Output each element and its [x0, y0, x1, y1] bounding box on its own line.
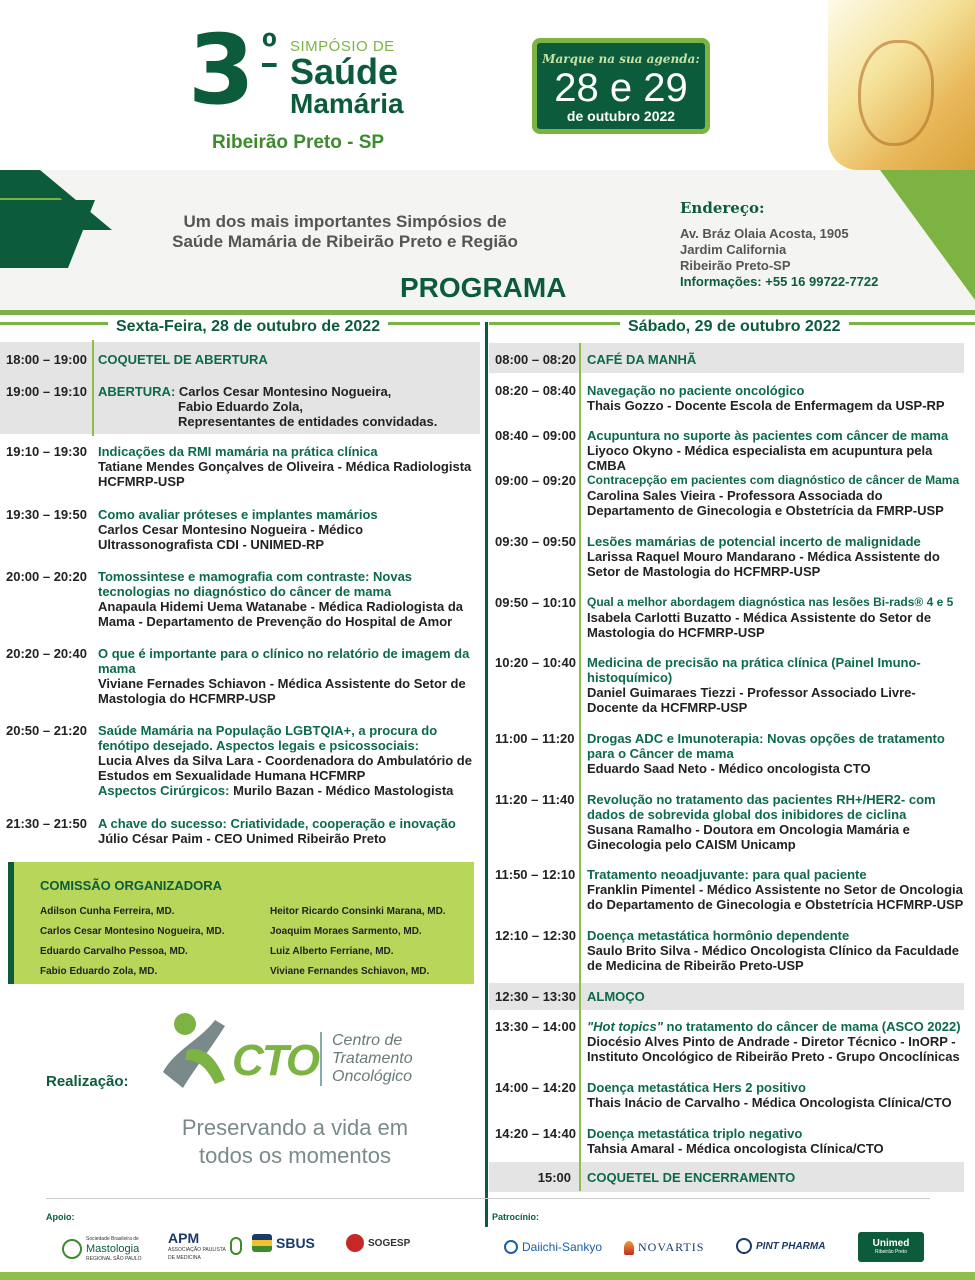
slot-time: 20:50 – 21:20: [6, 723, 87, 738]
cto-tagline: [160, 1114, 430, 1170]
slot-speaker: Eduardo Saad Neto - Médico oncologista CTO: [587, 761, 871, 776]
address-line-2: Jardim California: [680, 242, 787, 257]
schedule-row: [495, 989, 965, 1004]
slot-title: Medicina de precisão na prática clínica (Painel Imuno-histoquímico): [587, 655, 921, 685]
slot-time: 09:50 – 10:10: [495, 595, 576, 610]
slot-speaker: Larissa Raquel Mouro Mandarano - Médica Assistente do Setor de Mastologia do HCFMRP-USP: [587, 549, 940, 579]
slot-time: 19:30 – 19:50: [6, 507, 87, 522]
address-line-1: Av. Bráz Olaia Acosta, 1905: [680, 226, 849, 241]
unimed-subname: Ribeirão Preto: [875, 1249, 907, 1255]
cto-fullname: [320, 1032, 413, 1086]
cto-name-line: Centro de: [332, 1032, 403, 1049]
slot-time: 08:40 – 09:00: [495, 428, 576, 443]
slot-title: Contracepção em pacientes com diagnóstico de câncer de Mama: [587, 473, 960, 487]
footer-rule: [46, 1198, 930, 1199]
slot-title: Lesões mamárias de potencial incerto de malignidade: [587, 534, 921, 549]
apm-name: APM: [168, 1230, 200, 1246]
slot-title: Navegação no paciente oncológico: [587, 383, 805, 398]
title-simposio: SIMPÓSIO DE: [290, 38, 395, 55]
slot-title-italic: "Hot topics": [587, 1019, 663, 1034]
slot-subtitle: Aspectos Cirúrgicos:: [98, 783, 230, 798]
apm-logo: [168, 1230, 242, 1262]
address-block: [680, 200, 878, 290]
patrocinio-label: Patrocínio:: [492, 1212, 540, 1222]
pint-name: PINT PHARMA: [756, 1240, 826, 1252]
address-line-3: Ribeirão Preto-SP: [680, 258, 791, 273]
slot-speaker: Fabio Eduardo Zola,: [178, 399, 303, 414]
slot-time: 20:00 – 20:20: [6, 569, 87, 584]
saturday-heading: Sábado, 29 de outubro 2022: [620, 318, 849, 336]
schedule-row: [495, 731, 965, 776]
slot-time: 11:50 – 12:10: [495, 867, 576, 882]
sbm-logo: [62, 1234, 142, 1264]
committee-col-2: [270, 902, 446, 982]
slot-title: Qual a melhor abordagem diagnóstica nas lesões Bi-rads® 4 e 5: [587, 595, 954, 609]
slot-speaker: Liyoco Okyno - Médica especialista em acupuntura pela CMBA: [587, 443, 933, 473]
apm-caption: ASSOCIAÇÃO PAULISTA: [168, 1247, 226, 1253]
intro-subtitle: [150, 212, 540, 252]
intro-line-1: Um dos mais importantes Simpósios de: [183, 212, 507, 231]
schedule-row: [495, 655, 965, 715]
slot-speaker: Anapaula Hidemi Uema Watanabe - Médica Radiologista da Mama - Departamento de Prevenção do Hospital de Amor: [98, 599, 464, 629]
event-city: Ribeirão Preto - SP: [212, 132, 385, 153]
slot-title: A chave do sucesso: Criatividade, cooperação e inovação: [98, 816, 456, 831]
daiichi-logo: [504, 1240, 602, 1254]
pint-symbol-icon: [736, 1238, 752, 1254]
cto-wordmark: CTO: [232, 1036, 319, 1085]
committee-title: COMISSÃO ORGANIZADORA: [40, 878, 222, 893]
slot-speaker: Lucia Alves da Silva Lara - Coordenadora do Ambulatório de Estudos em Sexualidade Humana HCFMRP: [98, 753, 472, 783]
friday-heading: Sexta-Feira, 28 de outubro de 2022: [108, 318, 388, 336]
slot-time: 12:10 – 12:30: [495, 928, 576, 943]
intro-line-2: Saúde Mamária de Ribeirão Preto e Região: [172, 232, 518, 251]
apoio-label: Apoio:: [46, 1212, 75, 1222]
slot-title: Doença metastática hormônio dependente: [587, 928, 850, 943]
sbus-wave-icon: [252, 1234, 272, 1252]
schedule-row: [495, 1080, 965, 1110]
schedule-row: [495, 534, 965, 579]
slot-time: 11:00 – 11:20: [495, 731, 575, 746]
committee-member: Adilson Cunha Ferreira, MD.: [40, 906, 175, 917]
schedule-row: [6, 507, 476, 552]
slot-speaker: Representantes de entidades convidadas.: [178, 414, 438, 429]
slot-title: Tratamento neoadjuvante: para qual paciente: [587, 867, 867, 882]
slot-speaker: Tahsia Amaral - Médica oncologista Clínica/CTO: [587, 1141, 884, 1156]
slot-speaker: Murilo Bazan - Médico Mastologista: [233, 783, 454, 798]
sogesp-name: SOGESP: [368, 1237, 411, 1249]
daiichi-symbol-icon: [504, 1240, 518, 1254]
slot-speaker: Júlio César Paim - CEO Unimed Ribeirão Preto: [98, 831, 387, 846]
schedule-row: [495, 595, 965, 640]
cto-name-line: Tratamento: [332, 1050, 413, 1067]
slot-title: Revolução no tratamento das pacientes RH+/HER2- com dados de sobrevida global dos inibidores de ciclina: [587, 792, 936, 822]
sbus-name: SBUS: [276, 1235, 315, 1251]
sbm-icon: [62, 1239, 82, 1259]
schedule-row: [495, 1170, 965, 1185]
slot-title: ALMOÇO: [587, 989, 645, 1004]
sbm-subcaption: REGIONAL SÃO PAULO: [86, 1256, 142, 1262]
title-saude: Saúde: [290, 51, 399, 92]
committee-member: Joaquim Moraes Sarmento, MD.: [270, 926, 422, 937]
schedule-row: [495, 352, 965, 367]
schedule-row: [495, 928, 965, 973]
sbm-caption: Sociedade Brasileira de: [86, 1236, 139, 1242]
organizing-committee: [8, 862, 474, 984]
novartis-name: NOVARTIS: [638, 1240, 705, 1254]
slot-speaker: Diocésio Alves Pinto de Andrade - Diretor Técnico - InORP - Instituto Oncológico de Ribeirão Preto - Grupo Oncoclínicas: [587, 1034, 960, 1064]
slot-title: CAFÉ DA MANHÃ: [587, 352, 697, 367]
schedule-row: [6, 569, 476, 629]
schedule-row: [6, 816, 476, 846]
title-number: 3: [188, 14, 251, 126]
unimed-name: Unimed: [872, 1238, 910, 1249]
daiichi-name: Daiichi-Sankyo: [522, 1240, 603, 1254]
committee-member: Carlos Cesar Montesino Nogueira, MD.: [40, 926, 225, 937]
slot-time: 09:00 – 09:20: [495, 473, 576, 488]
schedule-row: [6, 352, 486, 367]
title-mamaria: Mamária: [290, 88, 404, 119]
date-box: [532, 38, 710, 134]
slot-time: 14:20 – 14:40: [495, 1126, 576, 1141]
schedule-row: [6, 444, 476, 489]
slot-time: 14:00 – 14:20: [495, 1080, 576, 1095]
slot-speaker: Tatiane Mendes Gonçalves de Oliveira - Médica Radiologista HCFMRP-USP: [98, 459, 472, 489]
sogesp-logo: [346, 1234, 410, 1252]
slot-time: 15:00: [537, 1170, 571, 1185]
slot-speaker: Carolina Sales Vieira - Professora Associada do Departamento de Ginecologia e Obstetrícia da FMRP-USP: [587, 488, 944, 518]
unimed-logo: [858, 1232, 924, 1262]
realization-label: Realização:: [46, 1073, 129, 1090]
committee-member: Fabio Eduardo Zola, MD.: [40, 966, 158, 977]
slot-time: 08:00 – 08:20: [495, 352, 576, 367]
slot-time: 21:30 – 21:50: [6, 816, 87, 831]
slot-title: Acupuntura no suporte às pacientes com câncer de mama: [587, 428, 949, 443]
bottom-bar: [0, 1272, 975, 1280]
slot-title: Drogas ADC e Imunoterapia: Novas opções de tratamento para o Câncer de mama: [587, 731, 945, 761]
schedule-row: [495, 428, 965, 473]
apm-symbol-icon: [230, 1237, 242, 1255]
sbm-name: Mastologia: [86, 1243, 140, 1255]
apm-caption: DE MEDICINA: [168, 1255, 201, 1261]
slot-time: 11:20 – 11:40: [495, 792, 575, 807]
programa-heading: PROGRAMA: [400, 272, 567, 303]
date-month: de outubro 2022: [566, 108, 676, 124]
pint-pharma-logo: [736, 1238, 825, 1254]
schedule-row: [495, 473, 965, 518]
slot-title: Como avaliar próteses e implantes mamários: [98, 507, 378, 522]
slot-title: no tratamento do câncer de mama (ASCO 2022): [666, 1019, 961, 1034]
address-heading: Endereço:: [680, 199, 765, 217]
date-days: 28 e 29: [554, 66, 688, 110]
novartis-logo: [624, 1240, 704, 1255]
schedule-row: [495, 867, 965, 912]
slot-title: Doença metastática Hers 2 positivo: [587, 1080, 806, 1095]
committee-col-1: [40, 902, 224, 982]
slot-title: COQUETEL DE ABERTURA: [98, 352, 268, 367]
slot-speaker: Daniel Guimaraes Tiezzi - Professor Associado Livre-Docente da HCFMRP-USP: [587, 685, 916, 715]
column-divider: [485, 322, 488, 1227]
schedule-row: [6, 723, 476, 798]
slot-speaker: Susana Ramalho - Doutora em Oncologia Mamária e Ginecologia pelo CAISM Unicamp: [587, 822, 910, 852]
slot-time: 19:10 – 19:30: [6, 444, 87, 459]
cto-name-line: Oncológico: [332, 1068, 413, 1085]
address-phone: Informações: +55 16 99722-7722: [680, 274, 879, 289]
slot-speaker: Thais Inácio de Carvalho - Médica Oncologista Clínica/CTO: [587, 1095, 952, 1110]
slot-title: O que é importante para o clínico no relatório de imagem da mama: [98, 646, 470, 676]
slot-time: 10:20 – 10:40: [495, 655, 576, 670]
committee-member: Luiz Alberto Ferriane, MD.: [270, 946, 394, 957]
slot-speaker: Franklin Pimentel - Médico Assistente no Setor de Oncologia do Departamento de Ginecologia e Obstetrícia HCFMRP-USP: [587, 882, 964, 912]
schedule-row: [495, 792, 965, 852]
slot-time: 20:20 – 20:40: [6, 646, 87, 661]
schedule-row: [6, 384, 486, 429]
committee-member: Viviane Fernandes Schiavon, MD.: [270, 966, 430, 977]
schedule-row: [495, 1126, 965, 1156]
slot-speaker: Saulo Brito Silva - Médico Oncologista Clínico da Faculdade de Medicina de Ribeirão Preto-USP: [587, 943, 960, 973]
slot-speaker: Carlos Cesar Montesino Nogueira,: [178, 384, 392, 399]
slot-title: Tomossintese e mamografia com contraste: Novas tecnologias no diagnóstico do câncer de mama: [98, 569, 413, 599]
slot-title: Doença metastática triplo negativo: [587, 1126, 803, 1141]
schedule-row: [6, 646, 476, 706]
slot-speaker: Thais Gozzo - Docente Escola de Enfermagem da USP-RP: [587, 398, 945, 413]
date-label: Marque na sua agenda:: [542, 52, 700, 66]
slot-time: 18:00 – 19:00: [6, 352, 87, 367]
tagline-line: Preservando a vida em: [181, 1115, 409, 1140]
sbus-logo: [252, 1234, 315, 1252]
slot-title: Saúde Mamária na População LGBTQIA+, a procura do fenótipo desejado. Aspectos legais e psicossociais:: [98, 723, 438, 753]
committee-member: Heitor Ricardo Consinki Marana, MD.: [270, 906, 446, 917]
slot-title: Indicações da RMI mamária na prática clínica: [98, 444, 378, 459]
slot-time: 13:30 – 14:00: [495, 1019, 576, 1034]
committee-member: Eduardo Carvalho Pessoa, MD.: [40, 946, 188, 957]
schedule-row: [495, 1019, 965, 1064]
slot-time: 09:30 – 09:50: [495, 534, 576, 549]
slot-speaker: Isabela Carlotti Buzatto - Médica Assistente do Setor de Mastologia do HCFMRP-USP: [587, 610, 932, 640]
slot-speaker: Viviane Fernades Schiavon - Médica Assistente do Setor de Mastologia do HCFMRP-USP: [98, 676, 466, 706]
header-artwork: [828, 0, 975, 170]
slot-title: COQUETEL DE ENCERRAMENTO: [587, 1170, 796, 1185]
slot-time: 19:00 – 19:10: [6, 384, 87, 399]
slot-time: 08:20 – 08:40: [495, 383, 576, 398]
schedule-row: [495, 383, 965, 413]
tagline-line: todos os momentos: [199, 1143, 391, 1168]
slot-title: ABERTURA:: [98, 384, 176, 399]
novartis-flame-icon: [624, 1241, 634, 1255]
slot-time: 12:30 – 13:30: [495, 989, 576, 1004]
sogesp-symbol-icon: [346, 1234, 364, 1252]
title-ordinal: º: [262, 26, 277, 70]
slot-speaker: Carlos Cesar Montesino Nogueira - Médico Ultrassonografista CDI - UNIMED-RP: [98, 522, 364, 552]
